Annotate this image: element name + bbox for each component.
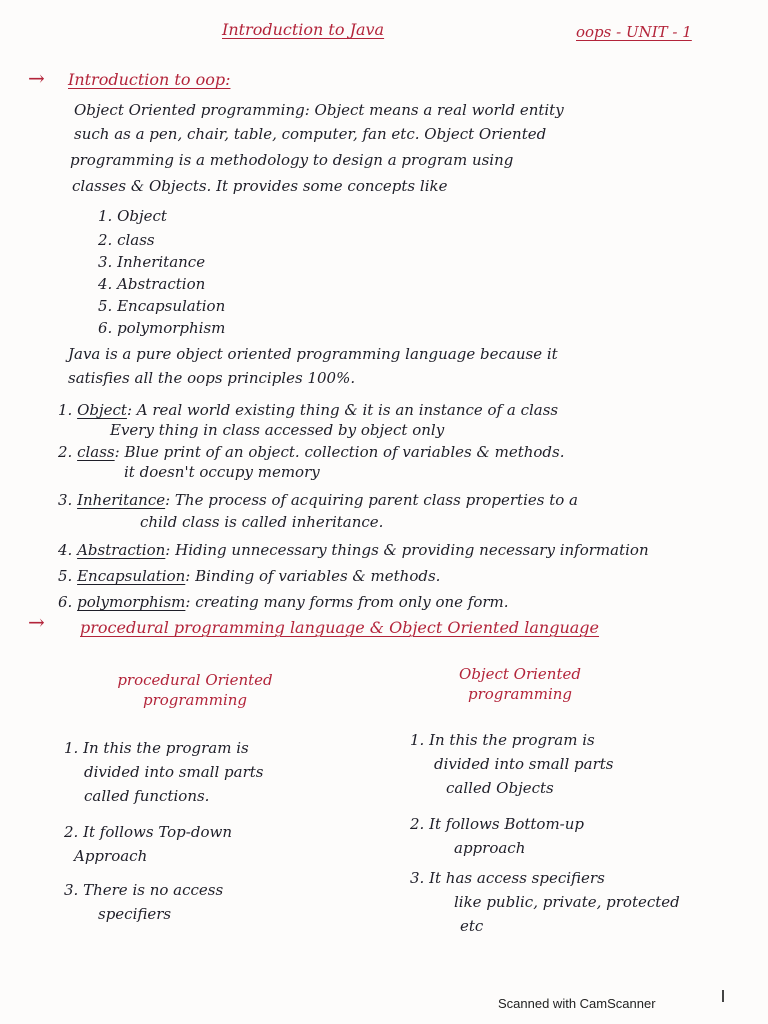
arrow-icon: → bbox=[28, 610, 45, 634]
point-line: called Objects bbox=[446, 779, 554, 797]
oop-definition-line: Object Oriented programming: Object means a real world entity bbox=[74, 101, 564, 119]
definition-cont: child class is called inheritance. bbox=[140, 513, 384, 531]
point-line: 2. It follows Bottom-up bbox=[410, 815, 585, 833]
definition-num: 4. bbox=[58, 541, 73, 559]
definition-cont: it doesn't occupy memory bbox=[124, 463, 320, 481]
section-heading-comparison: procedural programming language & Object Oriented language bbox=[80, 618, 600, 637]
definition-text: : Blue print of an object. collection of variables & methods. bbox=[114, 443, 565, 461]
definition-text: : The process of acquiring parent class properties to a bbox=[165, 491, 578, 509]
point-line: called functions. bbox=[84, 787, 210, 805]
point-line: 3. It has access specifiers bbox=[410, 869, 605, 887]
point-line: like public, private, protected bbox=[454, 893, 680, 911]
page-title: Introduction to Java bbox=[222, 20, 385, 39]
concept-item: 6. polymorphism bbox=[98, 319, 226, 337]
definition-cont: Every thing in class accessed by object only bbox=[110, 421, 445, 439]
definition-encapsulation bbox=[58, 566, 440, 586]
right-point-3 bbox=[410, 866, 680, 938]
left-point-2 bbox=[64, 820, 232, 868]
point-line: 2. It follows Top-down bbox=[64, 823, 232, 841]
point-line: approach bbox=[454, 839, 526, 857]
definition-term: class bbox=[77, 443, 115, 461]
heading-line: programming bbox=[142, 691, 248, 709]
left-column-heading bbox=[110, 670, 280, 710]
definition-num: 2. bbox=[58, 443, 73, 461]
left-point-3 bbox=[64, 878, 223, 926]
definition-polymorphism bbox=[58, 592, 509, 612]
definition-inheritance bbox=[58, 490, 578, 510]
concept-item: 4. Abstraction bbox=[98, 275, 206, 293]
definition-text: : A real world existing thing & it is an instance of a class bbox=[126, 401, 559, 419]
section-heading-intro-oop: Introduction to oop: bbox=[68, 70, 231, 89]
definition-class bbox=[58, 442, 564, 462]
oop-definition-line: programming is a methodology to design a program using bbox=[70, 151, 514, 169]
point-line: 3. There is no access bbox=[64, 881, 224, 899]
oop-definition-line: classes & Objects. It provides some concepts like bbox=[72, 177, 448, 195]
definition-num: 6. bbox=[58, 593, 73, 611]
java-statement-line: Java is a pure object oriented programming language because it bbox=[68, 345, 558, 363]
unit-label: oops - UNIT - 1 bbox=[576, 23, 692, 41]
right-point-1 bbox=[410, 728, 613, 800]
scanner-watermark: Scanned with CamScanner bbox=[498, 996, 656, 1011]
right-point-2 bbox=[410, 812, 584, 860]
left-point-1 bbox=[64, 736, 263, 808]
right-column-heading bbox=[440, 664, 600, 704]
definition-term: Abstraction bbox=[77, 541, 166, 559]
concept-item: 2. class bbox=[98, 231, 155, 249]
scan-edge-mark bbox=[722, 990, 724, 1002]
definition-text: : Binding of variables & methods. bbox=[185, 567, 441, 585]
point-line: 1. In this the program is bbox=[410, 731, 595, 749]
definition-term: polymorphism bbox=[77, 593, 186, 611]
concept-item: 1. Object bbox=[98, 207, 167, 225]
java-statement-line: satisfies all the oops principles 100%. bbox=[68, 369, 356, 387]
heading-line: procedural Oriented bbox=[117, 671, 273, 689]
point-line: 1. In this the program is bbox=[64, 739, 249, 757]
definition-abstraction bbox=[58, 540, 649, 560]
definition-term: Object bbox=[77, 401, 127, 419]
arrow-icon: → bbox=[28, 66, 45, 90]
definition-term: Inheritance bbox=[77, 491, 166, 509]
heading-line: programming bbox=[467, 685, 573, 703]
oop-definition-line: such as a pen, chair, table, computer, fan etc. Object Oriented bbox=[74, 125, 547, 143]
point-line: divided into small parts bbox=[434, 755, 614, 773]
definition-object bbox=[58, 400, 558, 420]
concept-item: 5. Encapsulation bbox=[98, 297, 226, 315]
point-line: Approach bbox=[74, 847, 148, 865]
concept-item: 3. Inheritance bbox=[98, 253, 206, 271]
definition-num: 3. bbox=[58, 491, 73, 509]
point-line: specifiers bbox=[98, 905, 172, 923]
point-line: divided into small parts bbox=[84, 763, 264, 781]
definition-num: 5. bbox=[58, 567, 73, 585]
definition-term: Encapsulation bbox=[77, 567, 186, 585]
definition-text: : Hiding unnecessary things & providing necessary information bbox=[165, 541, 649, 559]
definition-num: 1. bbox=[58, 401, 73, 419]
definition-text: : creating many forms from only one form. bbox=[185, 593, 509, 611]
heading-line: Object Oriented bbox=[459, 665, 581, 683]
point-line: etc bbox=[460, 917, 484, 935]
